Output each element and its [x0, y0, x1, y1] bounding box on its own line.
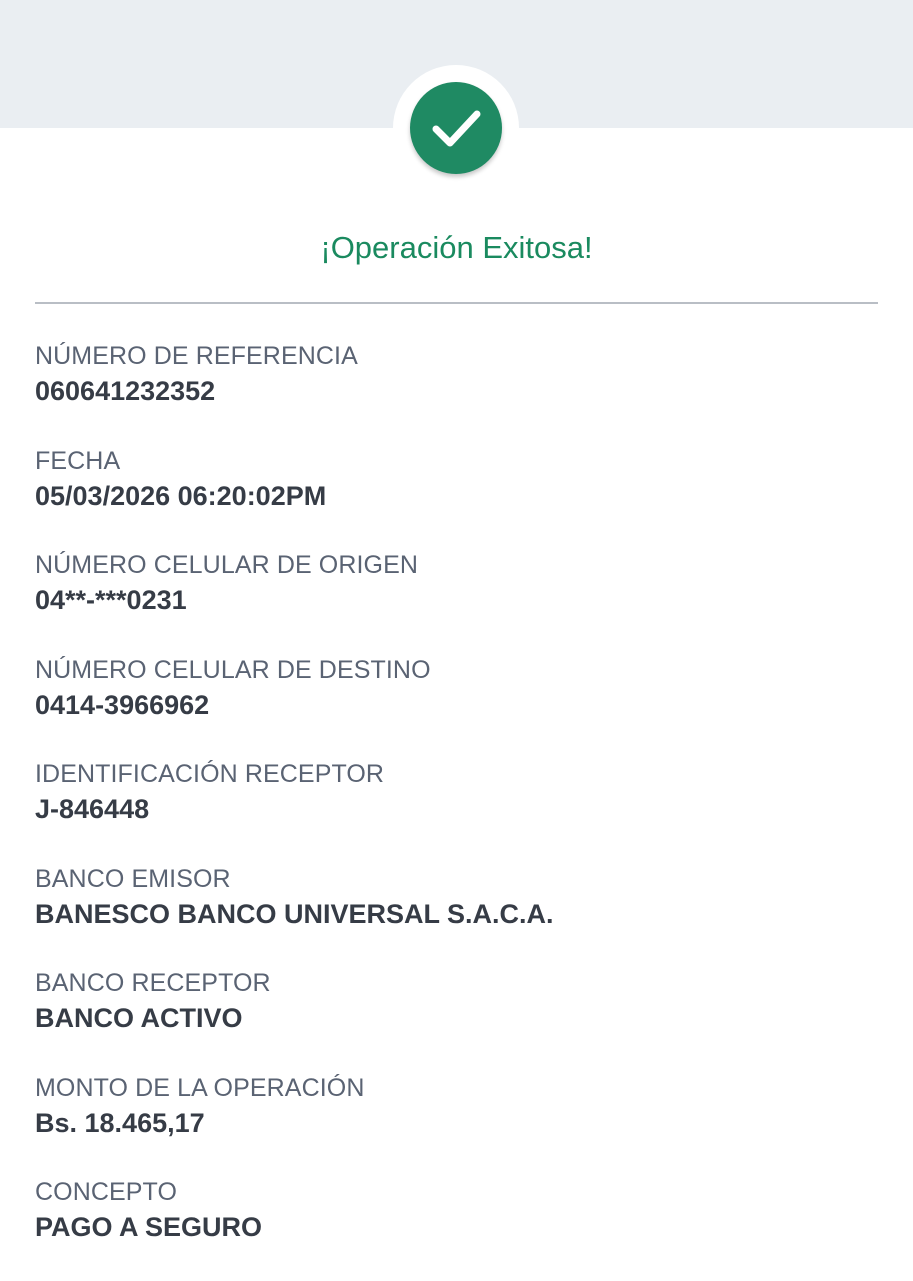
payment-concept: PAGO A SEGURO — [35, 1212, 263, 1242]
field-label: NÚMERO CELULAR DE DESTINO — [35, 655, 431, 684]
field-destination-phone — [35, 654, 878, 759]
field-issuing-bank — [35, 863, 878, 968]
field-date — [35, 445, 878, 550]
receiving-bank: BANCO ACTIVO — [35, 1003, 243, 1033]
transaction-date: 05/03/2026 06:20:02PM — [35, 480, 327, 511]
field-label: NÚMERO CELULAR DE ORIGEN — [35, 551, 419, 579]
transaction-details — [35, 340, 878, 1281]
field-label: BANCO RECEPTOR — [35, 969, 271, 997]
field-label: NÚMERO DE REFERENCIA — [35, 342, 358, 370]
divider — [35, 302, 878, 304]
success-title: ¡Operación Exitosa! — [320, 230, 593, 265]
field-label: IDENTIFICACIÓN RECEPTOR — [35, 760, 385, 788]
field-label: BANCO EMISOR — [35, 864, 231, 893]
issuing-bank: BANESCO BANCO UNIVERSAL S.A.C.A. — [35, 898, 554, 929]
field-reference — [35, 340, 878, 445]
origin-phone-number: 04**-***0231 — [35, 585, 187, 615]
checkmark-icon — [410, 82, 502, 174]
field-label: CONCEPTO — [35, 1178, 178, 1206]
field-receiving-bank — [35, 967, 878, 1072]
field-receiver-id — [35, 758, 878, 863]
operation-amount: Bs. 18.465,17 — [35, 1107, 205, 1138]
field-label: FECHA — [35, 446, 121, 475]
success-badge — [410, 82, 502, 174]
field-origin-phone — [35, 549, 878, 654]
destination-phone-number: 0414-3966962 — [35, 689, 210, 720]
field-label: MONTO DE LA OPERACIÓN — [35, 1073, 365, 1102]
receiver-id: J-846448 — [35, 794, 150, 824]
field-amount — [35, 1072, 878, 1177]
field-concept — [35, 1176, 878, 1281]
reference-number: 060641232352 — [35, 376, 216, 406]
